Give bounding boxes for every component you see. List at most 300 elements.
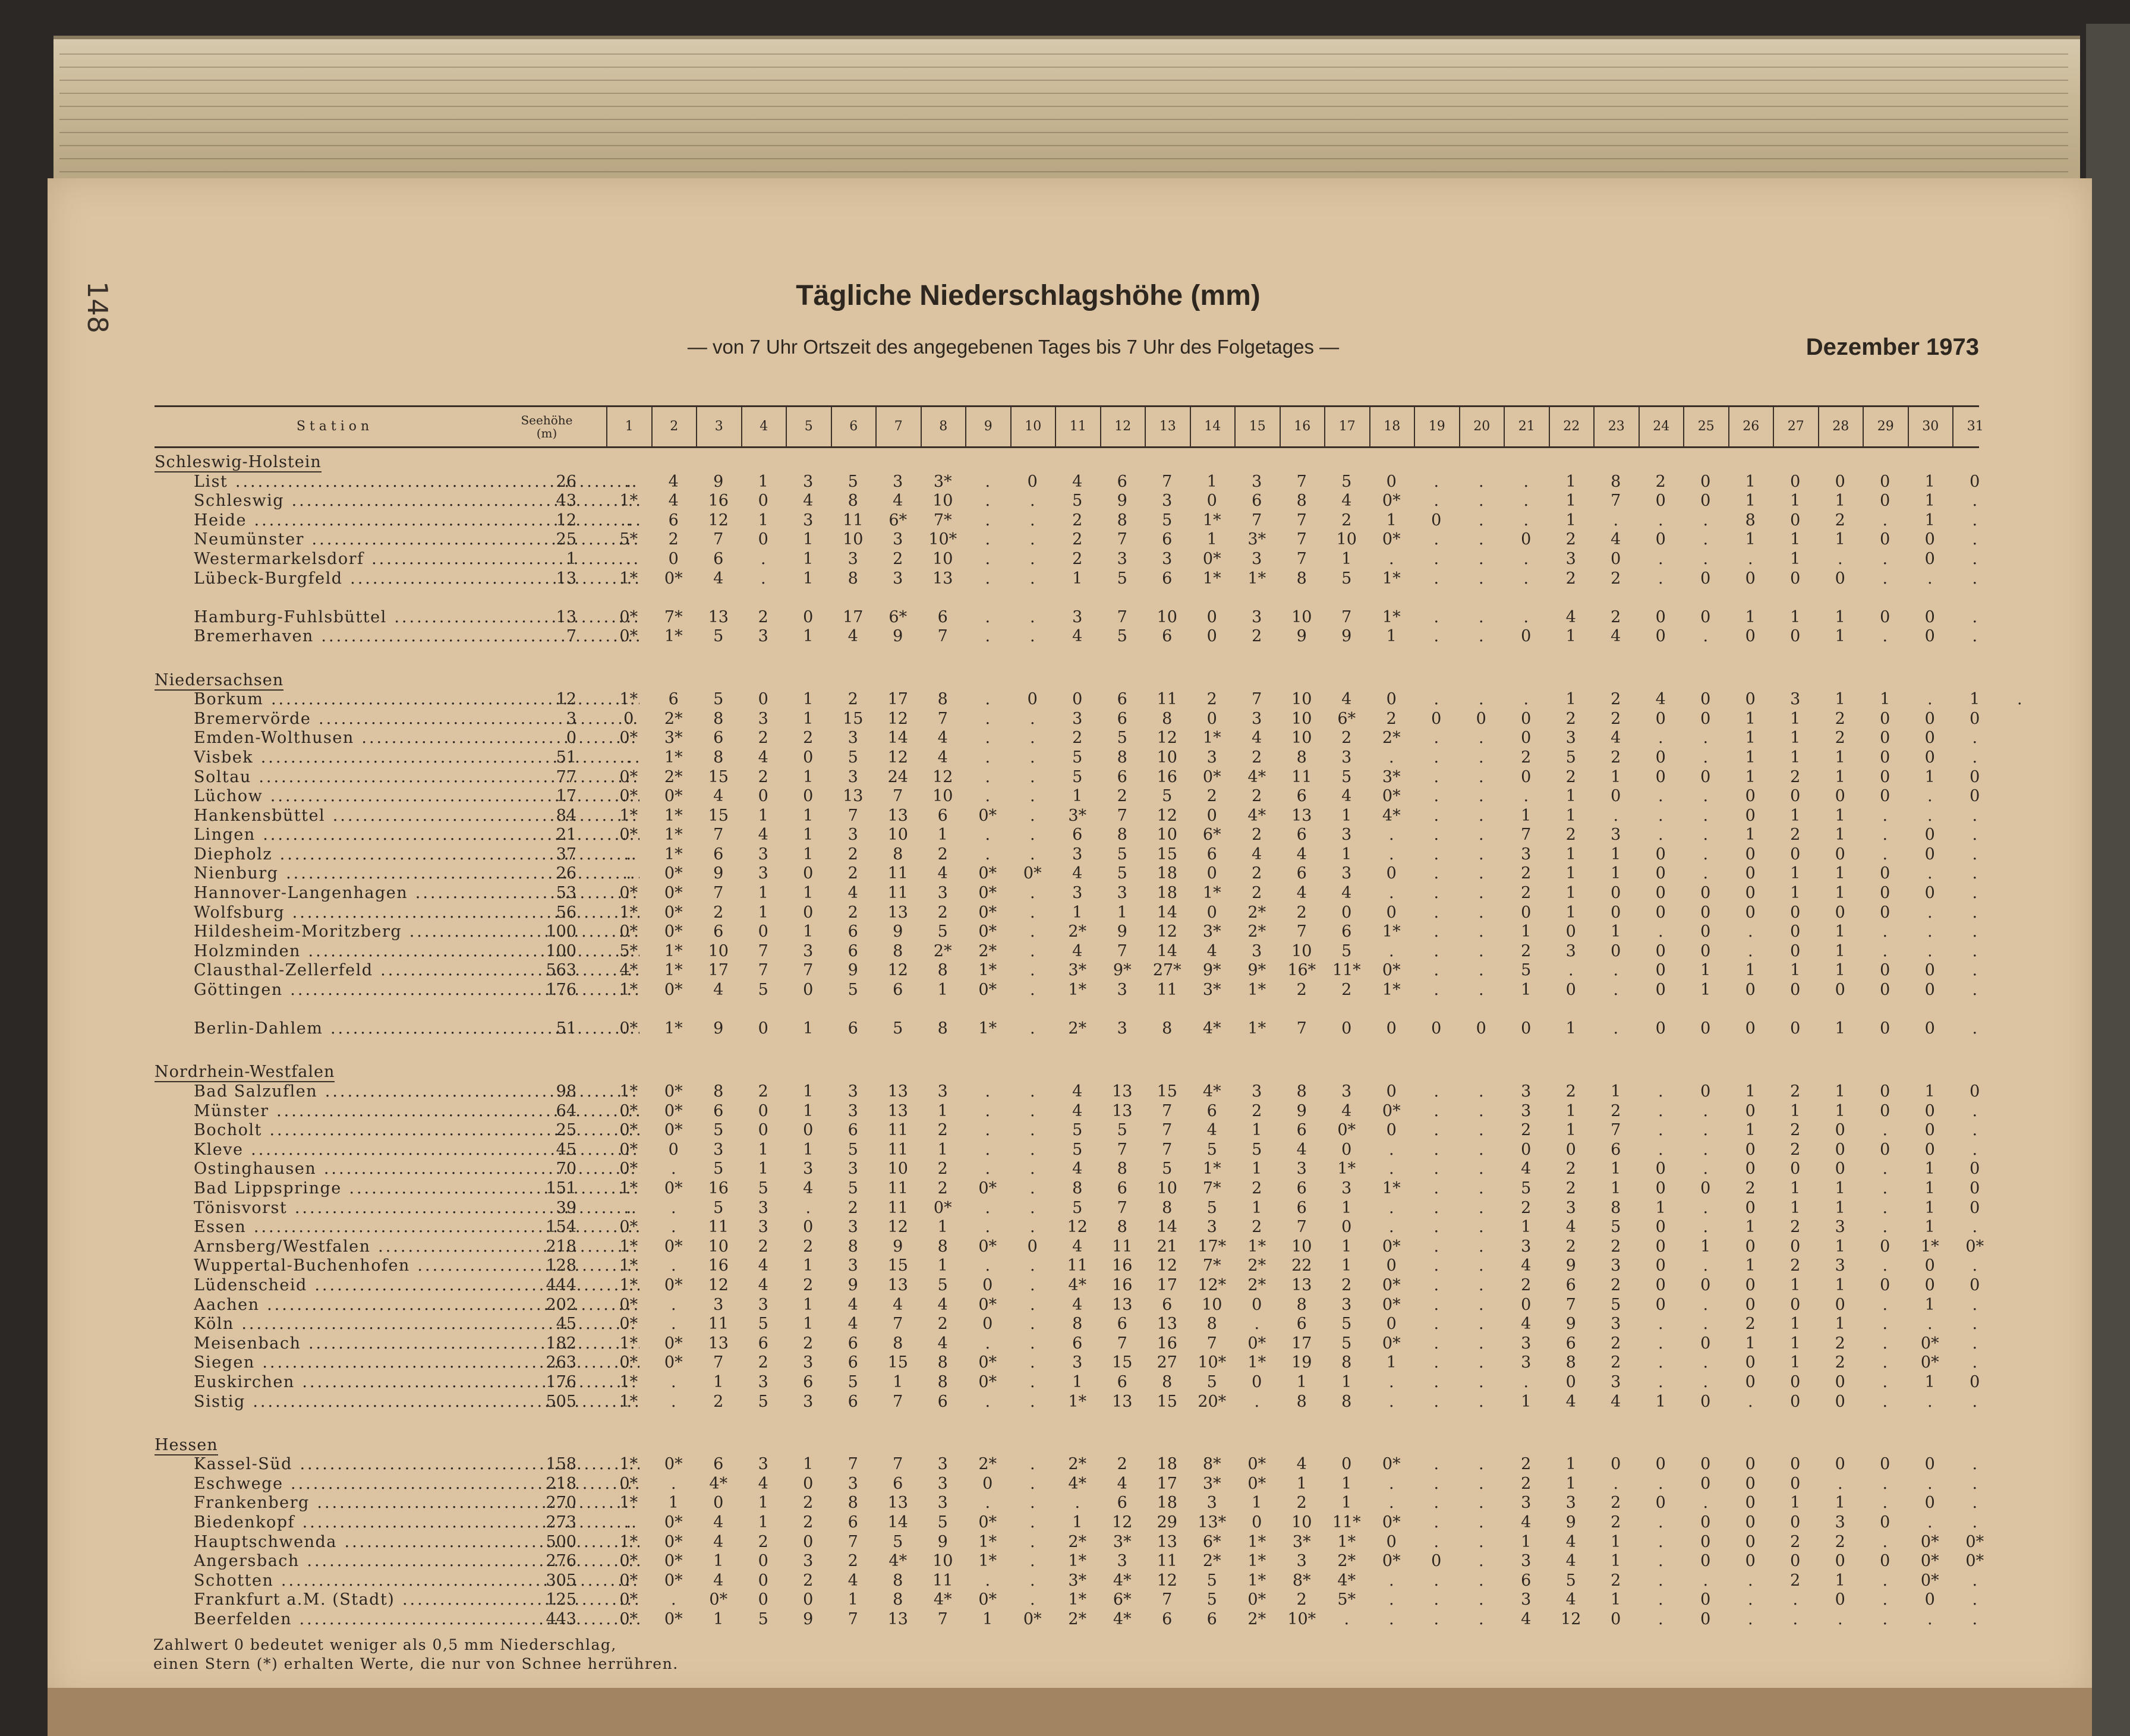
precip-value: 0	[1611, 884, 1621, 903]
precip-value: 0	[1611, 903, 1621, 922]
precip-value: .	[1972, 922, 1978, 941]
precip-value: 1	[1790, 530, 1801, 549]
precip-value: 2*	[1068, 922, 1087, 941]
precip-value: 1*	[1247, 1019, 1266, 1038]
precip-value: 0	[1341, 1019, 1352, 1038]
precip-value: 1	[1745, 1218, 1756, 1237]
precip-value: 3	[1521, 1590, 1532, 1609]
precip-value: 1	[1745, 826, 1756, 845]
precip-value: 8	[847, 1494, 858, 1513]
precip-value: 0	[1880, 1140, 1890, 1159]
precip-value: 2	[1790, 1256, 1801, 1275]
precip-value: .	[1927, 903, 1933, 922]
precip-value: 0	[1835, 1590, 1845, 1609]
precip-value: 3	[847, 1101, 858, 1120]
header-day: 14	[1190, 407, 1235, 446]
precip-value: 4	[1521, 1160, 1532, 1179]
precip-value: 3	[1206, 748, 1217, 767]
header-day: 1	[606, 407, 651, 446]
precip-value: 4	[1521, 1315, 1532, 1334]
precip-value: .	[1882, 1610, 1888, 1629]
precip-value: .	[1388, 1590, 1394, 1609]
precip-value: 3	[847, 767, 858, 786]
precip-value: 0	[1880, 1101, 1890, 1120]
precip-value: 0	[1206, 627, 1217, 646]
table-row	[155, 1552, 1984, 1571]
station-elevation: 305	[546, 1571, 576, 1590]
precip-value: .	[1478, 767, 1484, 786]
precip-value: .	[1658, 922, 1663, 941]
precip-value: 1	[1565, 1121, 1576, 1140]
precip-value: .	[1882, 1372, 1888, 1391]
table-row	[155, 826, 1979, 845]
station-name: Hauptschwenda .....	[194, 1533, 639, 1552]
precip-value: 1	[1521, 1392, 1532, 1411]
precip-value: 5	[1206, 1590, 1217, 1609]
precip-value: .	[1927, 569, 1933, 588]
precip-value: .	[1703, 627, 1709, 646]
station-elevation: 70	[556, 1160, 576, 1179]
header-day: 21	[1504, 407, 1549, 446]
precip-value: 10	[1291, 690, 1312, 709]
precip-value: 0*	[619, 884, 638, 903]
precip-value: 2	[758, 1082, 768, 1101]
precip-value: 13	[887, 806, 908, 825]
precip-value: 0	[1745, 1160, 1756, 1179]
precip-value: 2	[1252, 864, 1262, 883]
precip-value: 5	[1117, 864, 1127, 883]
precip-value: 17	[1291, 1334, 1312, 1353]
precip-value: 0*	[664, 1552, 683, 1571]
precip-value: 16	[1112, 1256, 1133, 1275]
table-row	[155, 1455, 1979, 1475]
precip-value: .	[1523, 472, 1529, 491]
station-name: Wuppertal-Buchenhofen .....	[194, 1256, 639, 1276]
precip-value: 1	[758, 884, 768, 903]
precip-value: 1*	[1068, 1392, 1087, 1411]
station-name: Visbek .....	[194, 748, 639, 768]
precip-value: 1	[803, 690, 814, 709]
precip-value: .	[1388, 1392, 1394, 1411]
station-elevation: 218	[546, 1237, 576, 1256]
precip-value: 18	[1157, 864, 1177, 883]
precip-value: 1*	[978, 1019, 997, 1038]
precip-value: .	[1388, 1494, 1394, 1513]
precip-value: 0*	[978, 884, 997, 903]
precip-value: .	[1433, 1275, 1439, 1294]
precip-value: 17	[708, 961, 729, 980]
precip-value: 0	[1252, 1372, 1262, 1391]
precip-value: 2	[1206, 690, 1217, 709]
precip-value: 0*	[619, 1552, 638, 1571]
precip-value: 0	[1790, 1372, 1801, 1391]
precip-value: 0	[1835, 1121, 1845, 1140]
precip-value: 0	[1745, 903, 1756, 922]
precip-value: 2	[758, 1237, 768, 1256]
precip-value: .	[1029, 549, 1035, 568]
precip-value: 0	[1835, 1295, 1845, 1314]
precip-value: 1	[1790, 1353, 1801, 1372]
precip-value: 0	[1924, 549, 1935, 568]
precip-value: 17	[887, 690, 908, 709]
precip-value: .	[1433, 1256, 1439, 1275]
precip-value: 0	[1745, 864, 1756, 883]
precip-value: 0	[758, 530, 768, 549]
precip-value: 6	[1206, 845, 1217, 864]
precip-value: 3*	[1292, 1532, 1311, 1551]
precip-value: 7	[893, 1315, 903, 1334]
precip-value: 8	[1162, 1372, 1173, 1391]
precip-value: 3	[758, 709, 768, 728]
station-elevation: 26	[556, 864, 576, 883]
precip-value: 9	[803, 1610, 814, 1629]
precip-value: 1	[1924, 767, 1935, 786]
precip-value: 2	[803, 729, 814, 748]
precip-value: .	[1882, 1315, 1888, 1334]
precip-value: 0	[1206, 864, 1217, 883]
precip-value: 0	[1386, 472, 1397, 491]
precip-value: 8	[847, 492, 858, 511]
precip-value: 0	[1835, 1392, 1845, 1411]
precip-value: .	[1478, 1275, 1484, 1294]
precip-value: 10	[843, 530, 864, 549]
precip-value: 4	[713, 981, 724, 1000]
precip-value: 2	[1565, 530, 1576, 549]
precip-value: 0	[758, 922, 768, 941]
precip-value: .	[1433, 549, 1439, 568]
precip-value: 0*	[1382, 1101, 1401, 1120]
precip-value: 6	[1206, 1610, 1217, 1629]
precip-value: 0	[758, 1590, 768, 1609]
precip-value: 0	[1386, 1121, 1397, 1140]
precip-value: .	[1433, 1237, 1439, 1256]
precip-value: 1	[803, 1082, 814, 1101]
precip-value: 1	[1072, 1372, 1083, 1391]
precip-value: .	[1703, 1160, 1709, 1179]
precip-value: .	[1703, 1372, 1709, 1391]
station-name: Schleswig .....	[194, 492, 639, 511]
precip-value: 0*	[1382, 1237, 1401, 1256]
precip-value: .	[1703, 511, 1709, 530]
precip-value: 4	[758, 1275, 768, 1294]
precip-value: 0	[1655, 492, 1666, 511]
station-name: Berlin-Dahlem .....	[194, 1019, 639, 1039]
precip-value: 0	[1655, 767, 1666, 786]
precip-value: 1	[1700, 1237, 1711, 1256]
precip-value: 0*	[978, 1179, 997, 1198]
precip-value: 0*	[664, 864, 683, 883]
header-day: 27	[1773, 407, 1818, 446]
precip-value: 0*	[1247, 1455, 1266, 1474]
precip-value: .	[1254, 1392, 1260, 1411]
precip-value: 2	[1565, 709, 1576, 728]
station-elevation: 3	[566, 709, 576, 728]
precip-value: 1	[1565, 1474, 1576, 1493]
precip-value: .	[1882, 845, 1888, 864]
precip-value: 1*	[619, 1455, 638, 1474]
precip-value: .	[1478, 961, 1484, 980]
precip-value: 0	[1880, 748, 1890, 767]
precip-value: .	[1523, 1372, 1529, 1391]
precip-value: .	[626, 748, 632, 767]
precip-value: .	[1972, 627, 1978, 646]
precip-value: 0	[1700, 1392, 1711, 1411]
precip-value: .	[1433, 607, 1439, 626]
precip-value: .	[670, 1256, 676, 1275]
precip-value: 9	[937, 1532, 948, 1551]
table-row	[155, 550, 1979, 569]
precip-value: 6	[1296, 1198, 1307, 1217]
precip-value: 10*	[928, 530, 957, 549]
precip-value: 0	[1970, 1082, 1980, 1101]
precip-value: .	[1433, 922, 1439, 941]
precip-value: 2	[1252, 884, 1262, 903]
precip-value: .	[1972, 1455, 1978, 1474]
precip-value: 1	[937, 1256, 948, 1275]
precip-value: 7	[847, 1610, 858, 1629]
precip-value: 0	[1924, 1494, 1935, 1513]
precip-value: 7	[1162, 472, 1173, 491]
precip-value: 1	[803, 627, 814, 646]
station-elevation: 563	[546, 961, 576, 980]
precip-value: 1	[1835, 690, 1845, 709]
precip-value: 3	[847, 549, 858, 568]
precip-value: 5	[1206, 1198, 1217, 1217]
station-name: Wolfsburg .....	[194, 903, 639, 923]
precip-value: 0	[1880, 1082, 1890, 1101]
precip-value: 1	[1072, 569, 1083, 588]
precip-value: 17	[1157, 1474, 1177, 1493]
table-row	[155, 942, 1979, 962]
precip-value: 1	[1790, 961, 1801, 980]
precip-value: 3	[847, 1218, 858, 1237]
precip-value: 1	[1341, 1474, 1352, 1493]
precip-value: 7	[1611, 492, 1621, 511]
precip-value: 2	[1386, 709, 1397, 728]
precip-value: 4	[758, 748, 768, 767]
precip-value: .	[1029, 530, 1035, 549]
precip-value: .	[1882, 1295, 1888, 1314]
precip-value: 4	[803, 1179, 814, 1198]
precip-value: 1	[1745, 1256, 1756, 1275]
precip-value: .	[1029, 1455, 1035, 1474]
precip-value: 6	[847, 1019, 858, 1038]
precip-value: 4	[1611, 729, 1621, 748]
precip-value: 0	[1790, 903, 1801, 922]
precip-value: .	[626, 1198, 632, 1217]
group-heading	[155, 453, 1979, 472]
precip-value: 0	[1790, 922, 1801, 941]
precip-value: .	[1029, 767, 1035, 786]
header-day: 23	[1593, 407, 1639, 446]
precip-value: 0	[1790, 941, 1801, 960]
precip-value: .	[670, 1392, 676, 1411]
precip-value: .	[1433, 729, 1439, 748]
precip-value: 7	[847, 806, 858, 825]
station-name: Sistig .....	[194, 1392, 639, 1412]
precip-value: 4*	[888, 1552, 908, 1571]
precip-value: 9	[1565, 1256, 1576, 1275]
precip-value: 0	[1924, 729, 1935, 748]
precip-value: 2	[1521, 941, 1532, 960]
precip-value: 18	[1157, 1494, 1177, 1513]
precip-value: 3	[1117, 981, 1127, 1000]
precip-value: 8*	[1202, 1455, 1221, 1474]
precip-value: 1	[803, 845, 814, 864]
precip-value: 0	[1880, 981, 1890, 1000]
precip-value: 0*	[619, 787, 638, 806]
precip-value: 0	[1835, 787, 1845, 806]
precip-value: 8	[1296, 748, 1307, 767]
precip-value: 0*	[619, 1315, 638, 1334]
precip-value: 5	[847, 748, 858, 767]
precip-value: .	[1658, 1121, 1663, 1140]
precip-value: 0	[1700, 903, 1711, 922]
precip-value: 6	[1521, 1571, 1532, 1590]
precip-value: 10	[1291, 729, 1312, 748]
precip-value: .	[1029, 941, 1035, 960]
precip-value: 16	[708, 492, 729, 511]
precip-value: 0	[1745, 1101, 1756, 1120]
station-elevation: 100	[546, 922, 576, 941]
precip-value: 1	[1835, 1315, 1845, 1334]
precip-value: 0	[1745, 1275, 1756, 1294]
station-elevation: 154	[546, 1218, 576, 1237]
precip-value: 8	[713, 1082, 724, 1101]
precip-value: 3	[1206, 1218, 1217, 1237]
precip-value: 2	[1611, 748, 1621, 767]
precip-value: .	[1433, 1198, 1439, 1217]
precip-value: .	[1478, 1590, 1484, 1609]
station-elevation: 158	[546, 1455, 576, 1474]
precip-value: 4	[668, 492, 679, 511]
station-elevation: 443	[546, 1610, 576, 1629]
precip-value: 0	[1521, 767, 1532, 786]
precip-value: 16	[708, 1179, 729, 1198]
precip-value: 0	[1700, 1590, 1711, 1609]
precip-value: 6	[1162, 569, 1173, 588]
precip-value: 11	[1291, 767, 1312, 786]
group-label: Hessen	[155, 1435, 218, 1454]
precip-value: .	[985, 1140, 991, 1159]
precip-value: 3	[1252, 472, 1262, 491]
precip-value: 0	[1924, 1019, 1935, 1038]
precip-value: 1	[758, 806, 768, 825]
precip-value: 1	[1611, 845, 1621, 864]
precip-value: 4	[1072, 1295, 1083, 1314]
precip-value: 0*	[1920, 1552, 1939, 1571]
precip-value: 1	[1700, 981, 1711, 1000]
precip-value: 0	[1970, 472, 1980, 491]
precip-value: .	[1029, 1513, 1035, 1532]
precip-value: 1	[1790, 864, 1801, 883]
precip-value: 6	[1117, 1372, 1127, 1391]
precip-value: 0*	[1247, 1474, 1266, 1493]
precip-value: 13	[887, 1082, 908, 1101]
precip-value: 3	[1252, 549, 1262, 568]
precip-value: 0	[1790, 1455, 1801, 1474]
precip-value: 14	[887, 729, 908, 748]
precip-value: 1	[1924, 1372, 1935, 1391]
precip-value: .	[2016, 690, 2022, 709]
precip-value: 1*	[619, 1532, 638, 1551]
precip-value: 1	[1341, 1256, 1352, 1275]
precip-value: 3	[758, 1455, 768, 1474]
precip-value: 1*	[664, 845, 683, 864]
precip-value: 7	[1162, 1101, 1173, 1120]
precip-value: 8	[937, 961, 948, 980]
precip-value: 2	[1521, 1474, 1532, 1493]
precip-value: 2	[1611, 1101, 1621, 1120]
precip-value: 9	[1296, 1101, 1307, 1120]
precip-value: 0*	[619, 1474, 638, 1493]
precip-value: 0	[1745, 1198, 1756, 1217]
precip-value: 0	[803, 981, 814, 1000]
precip-value: .	[1029, 1218, 1035, 1237]
precip-value: .	[1478, 729, 1484, 748]
precip-value: 0*	[1023, 1610, 1042, 1629]
precip-value: 1	[1790, 1275, 1801, 1294]
precip-value: 2	[1611, 1513, 1621, 1532]
precip-value: 8	[713, 709, 724, 728]
precip-value: .	[1029, 1392, 1035, 1411]
precip-value: .	[985, 1101, 991, 1120]
precip-value: 2	[1611, 1334, 1621, 1353]
precip-value: 3	[1072, 1353, 1083, 1372]
row-spacer	[155, 647, 1979, 666]
precip-value: 1	[1835, 530, 1845, 549]
precip-value: 2	[1611, 569, 1621, 588]
precip-value: .	[1613, 981, 1619, 1000]
precip-value: 0	[1700, 709, 1711, 728]
precip-value: 0	[758, 787, 768, 806]
precip-value: 1	[1835, 492, 1845, 511]
precip-value: .	[626, 864, 632, 883]
precip-value: 0*	[1382, 1275, 1401, 1294]
precip-value: 0*	[1382, 1455, 1401, 1474]
precip-value: 0	[1431, 1019, 1442, 1038]
precip-value: 2	[1252, 627, 1262, 646]
table-row	[155, 1102, 1979, 1121]
precip-value: 3	[847, 729, 858, 748]
precip-value: 10	[932, 549, 953, 568]
station-elevation: 26	[556, 472, 576, 491]
precip-value: .	[1478, 1513, 1484, 1532]
station-elevation: 45	[556, 1140, 576, 1159]
precip-value: 3	[937, 1474, 948, 1493]
precip-value: 1	[1341, 845, 1352, 864]
precip-value: 13	[887, 1101, 908, 1120]
precip-value: .	[1523, 511, 1529, 530]
precip-value: 5	[1521, 961, 1532, 980]
precip-value: 1	[803, 826, 814, 845]
precip-value: 4	[1341, 787, 1352, 806]
precip-value: .	[985, 1218, 991, 1237]
precip-value: 4	[713, 1571, 724, 1590]
precip-value: 9*	[1202, 961, 1221, 980]
precip-value: 13	[1112, 1295, 1133, 1314]
precip-value: 1*	[664, 806, 683, 825]
precip-value: 2	[937, 1121, 948, 1140]
precip-value: 0	[1970, 1198, 1980, 1217]
footnote-line: Zahlwert 0 bedeutet weniger als 0,5 mm Niederschlag,	[153, 1636, 617, 1653]
precip-value: 3*	[1382, 767, 1401, 786]
precip-value: .	[985, 1198, 991, 1217]
precip-value: .	[1658, 787, 1663, 806]
precip-value: 0	[1565, 922, 1576, 941]
precip-value: 0	[803, 1532, 814, 1551]
precip-value: 0*	[978, 1513, 997, 1532]
